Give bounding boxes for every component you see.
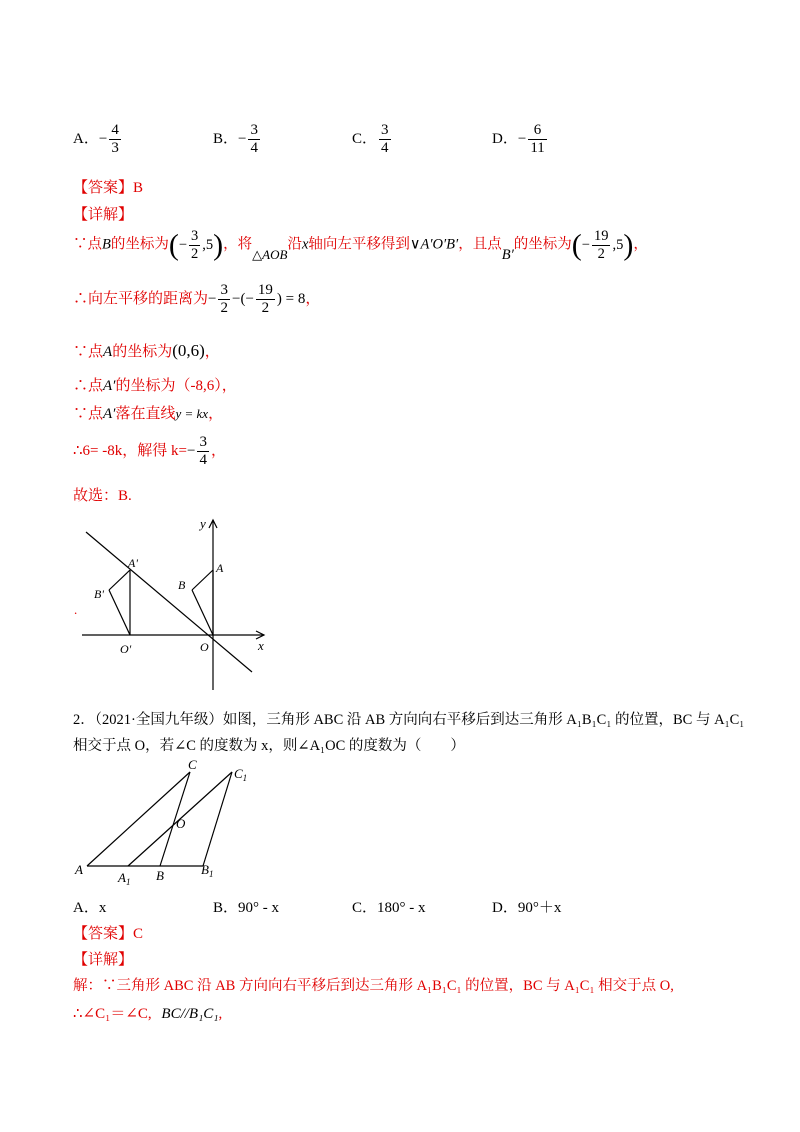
option-label: C．	[352, 900, 378, 916]
k-value: − $\frac{3}{4}$	[186, 434, 207, 469]
coordinate: (0,6)	[172, 341, 205, 360]
math-point: A′	[103, 378, 116, 394]
text: 落在直线	[115, 406, 176, 422]
numerator: 19	[593, 228, 609, 244]
numerator: 3	[218, 282, 230, 300]
q1-figure	[68, 512, 278, 694]
denominator: 4	[199, 452, 207, 469]
q2-stem-line-1: 2．（2021·全国九年级）如图，三角形 ABC 沿 AB 方向向右平移后到达三角形 A₁B₁C₁ 的位置，BC 与 A₁C₁	[73, 712, 745, 728]
label-a: A	[216, 561, 224, 575]
label-b1-main: B	[201, 862, 209, 877]
fraction	[256, 282, 275, 318]
text: 的坐标为	[110, 236, 169, 253]
text: ,	[218, 1006, 223, 1022]
text: ∴6= -8k，解得 k=	[73, 443, 187, 460]
q1-solution-line-2	[73, 282, 320, 318]
segment-ab	[192, 570, 213, 590]
fraction	[197, 434, 209, 470]
text: 沿	[287, 236, 302, 253]
q2-answer: 【答案】C	[73, 926, 144, 942]
q2-option-b	[213, 896, 279, 917]
label-c: C	[188, 757, 197, 772]
text: ，	[208, 406, 224, 422]
q1-solution-line-6	[73, 434, 226, 470]
option-fraction	[528, 122, 546, 158]
option-fraction	[379, 122, 391, 158]
coordinate-b-prime: (− $\frac{19}{2}$ ,5)	[571, 228, 634, 262]
q2-option-c	[352, 896, 426, 917]
segment-bo	[192, 590, 213, 635]
q1-option-d	[492, 122, 549, 158]
text: ∴∠C₁＝∠C,	[73, 1006, 152, 1022]
q1-conclusion: 故选：B.	[73, 488, 132, 504]
label-a: A	[75, 862, 83, 877]
fraction	[189, 228, 200, 262]
paren-open: (	[571, 228, 582, 262]
label-o-prime: O'	[120, 642, 132, 656]
label-b: B	[178, 578, 186, 592]
q1-detail-heading: 【详解】	[73, 207, 134, 223]
label-a-prime: A'	[128, 556, 138, 570]
option-label: D．	[492, 900, 518, 916]
numerator: 4	[109, 122, 121, 140]
result: ) = 8	[276, 291, 306, 308]
label-b: B	[156, 868, 164, 883]
q1-solution-line-3	[73, 340, 220, 361]
option-fraction	[248, 122, 260, 158]
label-b-prime: B'	[94, 587, 104, 601]
text: 的坐标为	[513, 236, 572, 253]
text: ，且点	[458, 236, 502, 253]
paren-open: (	[168, 228, 179, 262]
text: 的坐标为	[112, 344, 173, 360]
option-label: B．	[213, 900, 239, 916]
option-label: A．	[73, 131, 99, 148]
q1-answer: 【答案】B	[73, 180, 144, 196]
numerator: 3	[197, 434, 209, 452]
denominator: 4	[250, 140, 258, 157]
option-text: x	[98, 900, 107, 916]
operator: −(−	[231, 291, 254, 308]
numerator: 3	[379, 122, 391, 140]
coordinate-b: (− $\frac{3}{2}$ ,5)	[168, 228, 224, 262]
math-var: A	[103, 344, 113, 360]
label-c1-sub: 1	[242, 773, 248, 783]
option-label: D．	[492, 131, 518, 148]
label-a1	[117, 870, 130, 887]
label-b1-sub: 1	[208, 869, 214, 879]
red-dot: .	[74, 602, 78, 617]
option-label: C．	[352, 131, 378, 148]
q2-option-d	[492, 896, 561, 917]
label-c1	[234, 766, 247, 783]
q1-option-c	[352, 122, 393, 158]
fraction	[218, 282, 230, 318]
q2-solution-line-2	[73, 1002, 222, 1023]
text: ，	[210, 443, 226, 460]
label-b1	[201, 862, 213, 879]
q1-option-a	[73, 122, 123, 158]
option-sign: −	[517, 131, 527, 148]
q1-solution-line-5	[73, 402, 223, 423]
option-label: B．	[213, 131, 239, 148]
label-x: x	[258, 638, 264, 653]
text: ∴向左平移的距离为	[73, 291, 209, 308]
math-point: A′	[103, 406, 116, 422]
denominator: 2	[597, 245, 605, 262]
option-sign: −	[98, 131, 108, 148]
option-fraction	[109, 122, 121, 158]
option-text: 90° - x	[238, 900, 280, 916]
label-a1-sub: 1	[125, 877, 131, 887]
text: ，将	[223, 236, 253, 253]
fraction	[592, 228, 611, 262]
math-var: B	[102, 236, 111, 253]
q2-figure	[70, 756, 270, 888]
q1-solution-line-4	[73, 374, 237, 395]
equation: y = kx	[175, 406, 209, 421]
paren-close: )	[623, 228, 634, 262]
q2-detail-heading: 【详解】	[73, 952, 134, 968]
text: ，	[305, 291, 321, 308]
numerator: 6	[528, 122, 546, 140]
text: 轴向左平移得到	[308, 236, 410, 253]
denominator: 3	[111, 140, 119, 157]
segment-b1o1	[109, 590, 130, 635]
coord-tail: ,5	[202, 236, 214, 253]
math-triangle: △AOB	[252, 246, 288, 262]
denominator: 2	[261, 300, 270, 317]
q1-option-b	[213, 122, 262, 158]
coord-tail: ,5	[612, 236, 624, 253]
option-text: 180° - x	[377, 900, 426, 916]
math-var: x	[301, 236, 309, 253]
numerator: 3	[191, 228, 199, 244]
option-text: 90°＋x	[517, 900, 562, 916]
label-o: O	[176, 816, 186, 831]
distance-expression: − $\frac{3}{2}$ −(− $\frac{19}{2}$ ) = 8	[208, 282, 306, 317]
text: ，	[633, 236, 648, 253]
q2-solution-line-1: 解：∵三角形 ABC 沿 AB 方向向右平移后到达三角形 A₁B₁C₁ 的位置，BC 与 A₁C₁ 相交于点 O,	[73, 978, 674, 994]
text: ，	[204, 344, 220, 360]
q2-stem-line-2: 相交于点 O，若∠C 的度数为 x，则∠A₁OC 的度数为（ ）	[73, 738, 465, 754]
option-label: A．	[73, 900, 99, 916]
text: ∵点	[73, 344, 104, 360]
label-y: y	[200, 516, 206, 531]
text: ∵点	[73, 236, 102, 253]
label-a1-main: A	[118, 870, 126, 885]
math-expression: BC//B₁C₁	[161, 1006, 219, 1022]
text: 的坐标为（-8,6），	[115, 378, 237, 394]
paren-close: )	[213, 228, 224, 262]
q1-solution-line-1	[73, 228, 648, 262]
q2-option-a	[73, 896, 106, 917]
numerator: 3	[248, 122, 260, 140]
line-y-kx	[86, 532, 252, 672]
denominator: 2	[191, 245, 199, 262]
math-point: B′	[501, 246, 514, 263]
label-c1-main: C	[234, 766, 243, 781]
option-sign: −	[238, 131, 247, 148]
denominator: 4	[381, 140, 389, 157]
denominator: 2	[220, 300, 228, 317]
segment-a1b1	[109, 570, 130, 590]
denominator: 11	[530, 140, 545, 157]
label-o: O	[200, 640, 209, 654]
numerator: 19	[256, 282, 275, 300]
segment-c1b1	[203, 772, 232, 866]
text: ∴点	[73, 378, 104, 394]
text: ∵点	[73, 406, 104, 422]
math-triangle: ∨A′O′B′	[409, 236, 459, 253]
